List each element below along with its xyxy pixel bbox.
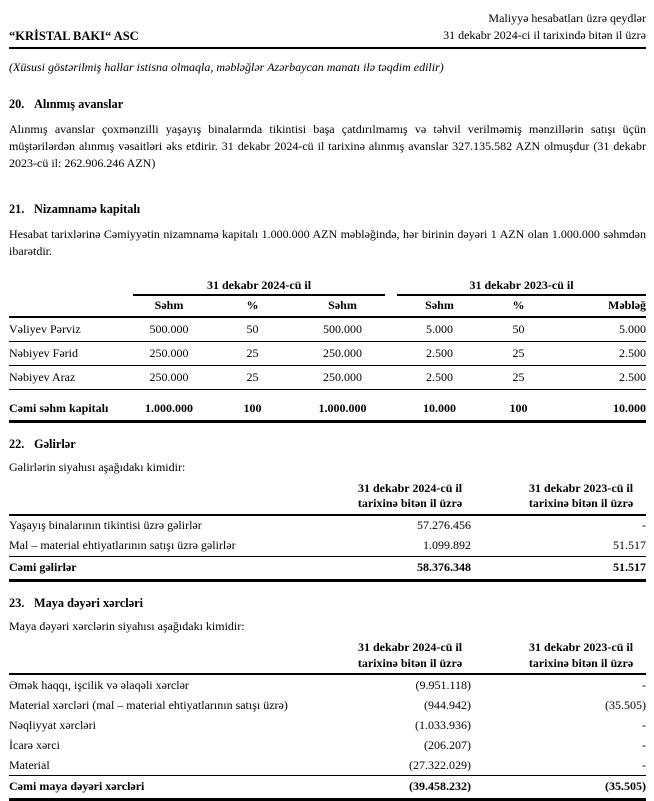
column-header-line2: tarixinə bitən il üzrə <box>528 655 634 670</box>
total-value: 10.000 <box>397 398 482 422</box>
spacer-cell <box>471 640 516 674</box>
spacer-cell <box>471 515 516 536</box>
section-21-number: 21. <box>9 201 25 216</box>
cell-value: 500.000 <box>300 317 385 342</box>
cell-value: - <box>642 757 646 772</box>
spacer-cell <box>385 295 397 317</box>
cell-value: 25 <box>482 341 555 365</box>
row-label: Nəqliyyat xərcləri <box>9 717 96 732</box>
cell-value: (944.942) <box>424 697 471 712</box>
group-header-2024: 31 dekabr 2024-cü il <box>133 278 385 295</box>
total-label: Cəmi maya dəyəri xərcləri <box>9 776 349 800</box>
total-row <box>9 398 646 422</box>
cell-value: - <box>642 677 646 692</box>
spacer-cell <box>385 365 397 389</box>
total-row <box>9 776 646 800</box>
table-header-row <box>9 481 646 515</box>
section-21-heading <box>9 202 646 217</box>
cell-value: 250.000 <box>300 341 385 365</box>
total-value: 51.517 <box>516 556 646 580</box>
revenue-table <box>9 481 646 582</box>
row-label: Vəliyev Pərviz <box>9 317 133 342</box>
cell-value: (27.322.029) <box>409 757 471 772</box>
spacer-cell <box>471 735 516 755</box>
table-row <box>9 341 646 365</box>
column-header: Səhm <box>133 295 205 317</box>
section-20-title: Alınmış avanslar <box>34 96 124 111</box>
spacer-cell <box>385 341 397 365</box>
cell-value: 25 <box>205 365 300 389</box>
row-label: Əmək haqqı, işcilik və əlaqəli xərclər <box>9 677 189 692</box>
report-title-line2: 31 dekabr 2024-ci il tarixində bitən il üzrə <box>443 27 646 42</box>
total-value: 1.000.000 <box>133 398 205 422</box>
cell-value: (206.207) <box>424 737 471 752</box>
cell-value: 2.500 <box>397 365 482 389</box>
row-label: Nəbiyev Fərid <box>9 341 133 365</box>
section-23-title: Maya dəyəri xərcləri <box>34 595 144 610</box>
row-label: Nəbiyev Araz <box>9 365 133 389</box>
empty-cell <box>9 295 133 317</box>
table-row <box>9 365 646 389</box>
table-row <box>9 515 646 536</box>
table-header-row <box>9 640 646 674</box>
column-header-line1: 31 dekabr 2024-cü il <box>357 480 463 495</box>
cell-value: (9.951.118) <box>415 677 471 692</box>
section-22-number: 22. <box>9 436 25 451</box>
cell-value: (35.505) <box>605 697 646 712</box>
spacer-cell <box>471 556 516 580</box>
row-label: İcarə xərci <box>9 737 60 752</box>
cell-value: 250.000 <box>133 341 205 365</box>
column-header-line1: 31 dekabr 2024-cü il <box>357 639 463 654</box>
cell-value: 1.099.892 <box>423 538 471 553</box>
document-header <box>9 10 646 49</box>
total-label: Cəmi gəlirlər <box>9 556 349 580</box>
spacer-cell <box>471 695 516 715</box>
cell-value: 2.500 <box>555 365 646 389</box>
section-22-heading <box>9 437 646 452</box>
spacer-cell <box>471 481 516 515</box>
total-row <box>9 556 646 580</box>
company-name: “KRİSTAL BAKI“ ASC <box>9 28 139 43</box>
section-23-number: 23. <box>9 595 25 610</box>
cost-table <box>9 640 646 801</box>
group-header-2023: 31 dekabr 2023-cü il <box>397 278 646 295</box>
cell-value: 50 <box>205 317 300 342</box>
section-21-title: Nizamnamə kapitalı <box>34 201 141 216</box>
section-22-intro: Gəlirlərin siyahısı aşağıdakı kimidir: <box>9 459 186 474</box>
column-header-2023 <box>516 640 646 674</box>
section-23-intro: Maya dəyəri xərclərin siyahısı aşağıdakı kimidir: <box>9 618 245 633</box>
section-23-heading <box>9 596 646 611</box>
row-label: Material xərcləri (mal – material ehtiyatlarının satışı üzrə) <box>9 697 288 712</box>
spacer-cell <box>471 715 516 735</box>
cell-value: 50 <box>482 317 555 342</box>
empty-cell <box>9 481 349 515</box>
spacer-cell <box>471 536 516 557</box>
total-value: 1.000.000 <box>300 398 385 422</box>
cell-value: 5.000 <box>555 317 646 342</box>
cell-value: - <box>642 518 646 533</box>
empty-cell <box>9 278 133 295</box>
spacer-cell <box>471 674 516 695</box>
spacer-cell <box>471 776 516 800</box>
column-header-2024 <box>349 481 471 515</box>
column-header-line2: tarixinə bitən il üzrə <box>528 496 634 511</box>
cell-value: 500.000 <box>133 317 205 342</box>
spacer-cell <box>471 755 516 776</box>
column-header-2023 <box>516 481 646 515</box>
cell-value: 5.000 <box>397 317 482 342</box>
table-row <box>9 735 646 755</box>
spacer-cell <box>385 317 397 342</box>
column-header: % <box>482 295 555 317</box>
table-row <box>9 715 646 735</box>
row-label: Yaşayış binalarının tikintisi üzrə gəlirlər <box>9 518 202 533</box>
share-capital-table <box>9 278 646 423</box>
section-20-heading <box>9 97 646 112</box>
cell-value: 2.500 <box>397 341 482 365</box>
spacer-cell <box>385 278 397 295</box>
cell-value: 25 <box>482 365 555 389</box>
column-header-line2: tarixinə bitən il üzrə <box>357 496 463 511</box>
total-value: (39.458.232) <box>349 776 471 800</box>
section-21-paragraph: Hesabat tarixlərinə Cəmiyyətin nizamnamə kapitalı 1.000.000 AZN məbləğində, hər birinin dəyəri 1 AZN olan 1.000.000 səhmdən ibarətdir. <box>9 226 646 258</box>
table-row <box>9 755 646 776</box>
table-row <box>9 674 646 695</box>
total-value: 58.376.348 <box>349 556 471 580</box>
table-row <box>9 317 646 342</box>
total-value: 100 <box>205 398 300 422</box>
cell-value: 57.276.456 <box>417 518 471 533</box>
table-row <box>9 295 646 317</box>
total-value: 100 <box>482 398 555 422</box>
spacer-cell <box>385 398 397 422</box>
column-header-line1: 31 dekabr 2023-cü il <box>528 639 634 654</box>
total-value: 10.000 <box>555 398 646 422</box>
report-title <box>443 10 646 44</box>
section-20-paragraph: Alınmış avanslar çoxmənzilli yaşayış binalarında tikintisi başa çatdırılmamış və təhvil verilməmiş mənzillərin satışı üçün müştərilərdən alınmış vəsaitləri əks etdirir. 31 dekabr 2024-cü il tarixinə alınmış avanslar 327.135.582 AZN olmuşdur (31 dekabr 2023-cü il: 262.906.246 AZN) <box>9 121 646 170</box>
cell-value: - <box>642 737 646 752</box>
total-label: Cəmi səhm kapitalı <box>9 398 133 422</box>
column-header: % <box>205 295 300 317</box>
table-row <box>9 536 646 557</box>
cell-value: 2.500 <box>555 341 646 365</box>
column-header-line2: tarixinə bitən il üzrə <box>357 655 463 670</box>
column-header: Səhm <box>397 295 482 317</box>
total-value: (35.505) <box>516 776 646 800</box>
cell-value: 25 <box>205 341 300 365</box>
table-row <box>9 278 646 295</box>
column-header: Məbləğ <box>555 295 646 317</box>
column-header: Səhm <box>300 295 385 317</box>
empty-cell <box>9 640 349 674</box>
row-label: Mal – material ehtiyatlarının satışı üzrə gəlirlər <box>9 538 236 553</box>
cell-value: (1.033.936) <box>415 717 471 732</box>
section-20-number: 20. <box>9 96 25 111</box>
cell-value: - <box>642 717 646 732</box>
currency-disclaimer: (Xüsusi göstərilmiş hallar istisna olmaqla, məbləğlər Azərbaycan manatı ilə təqdim edilir) <box>9 59 444 74</box>
table-row <box>9 695 646 715</box>
row-label: Material <box>9 757 50 772</box>
spacer-row <box>9 389 646 398</box>
column-header-line1: 31 dekabr 2023-cü il <box>528 480 634 495</box>
cell-value: 250.000 <box>133 365 205 389</box>
section-22-title: Gəlirlər <box>34 436 76 451</box>
cell-value: 250.000 <box>300 365 385 389</box>
report-title-line1: Maliyyə hesabatları üzrə qeydlər <box>488 11 646 25</box>
column-header-2024 <box>349 640 471 674</box>
cell-value: 51.517 <box>613 538 646 553</box>
